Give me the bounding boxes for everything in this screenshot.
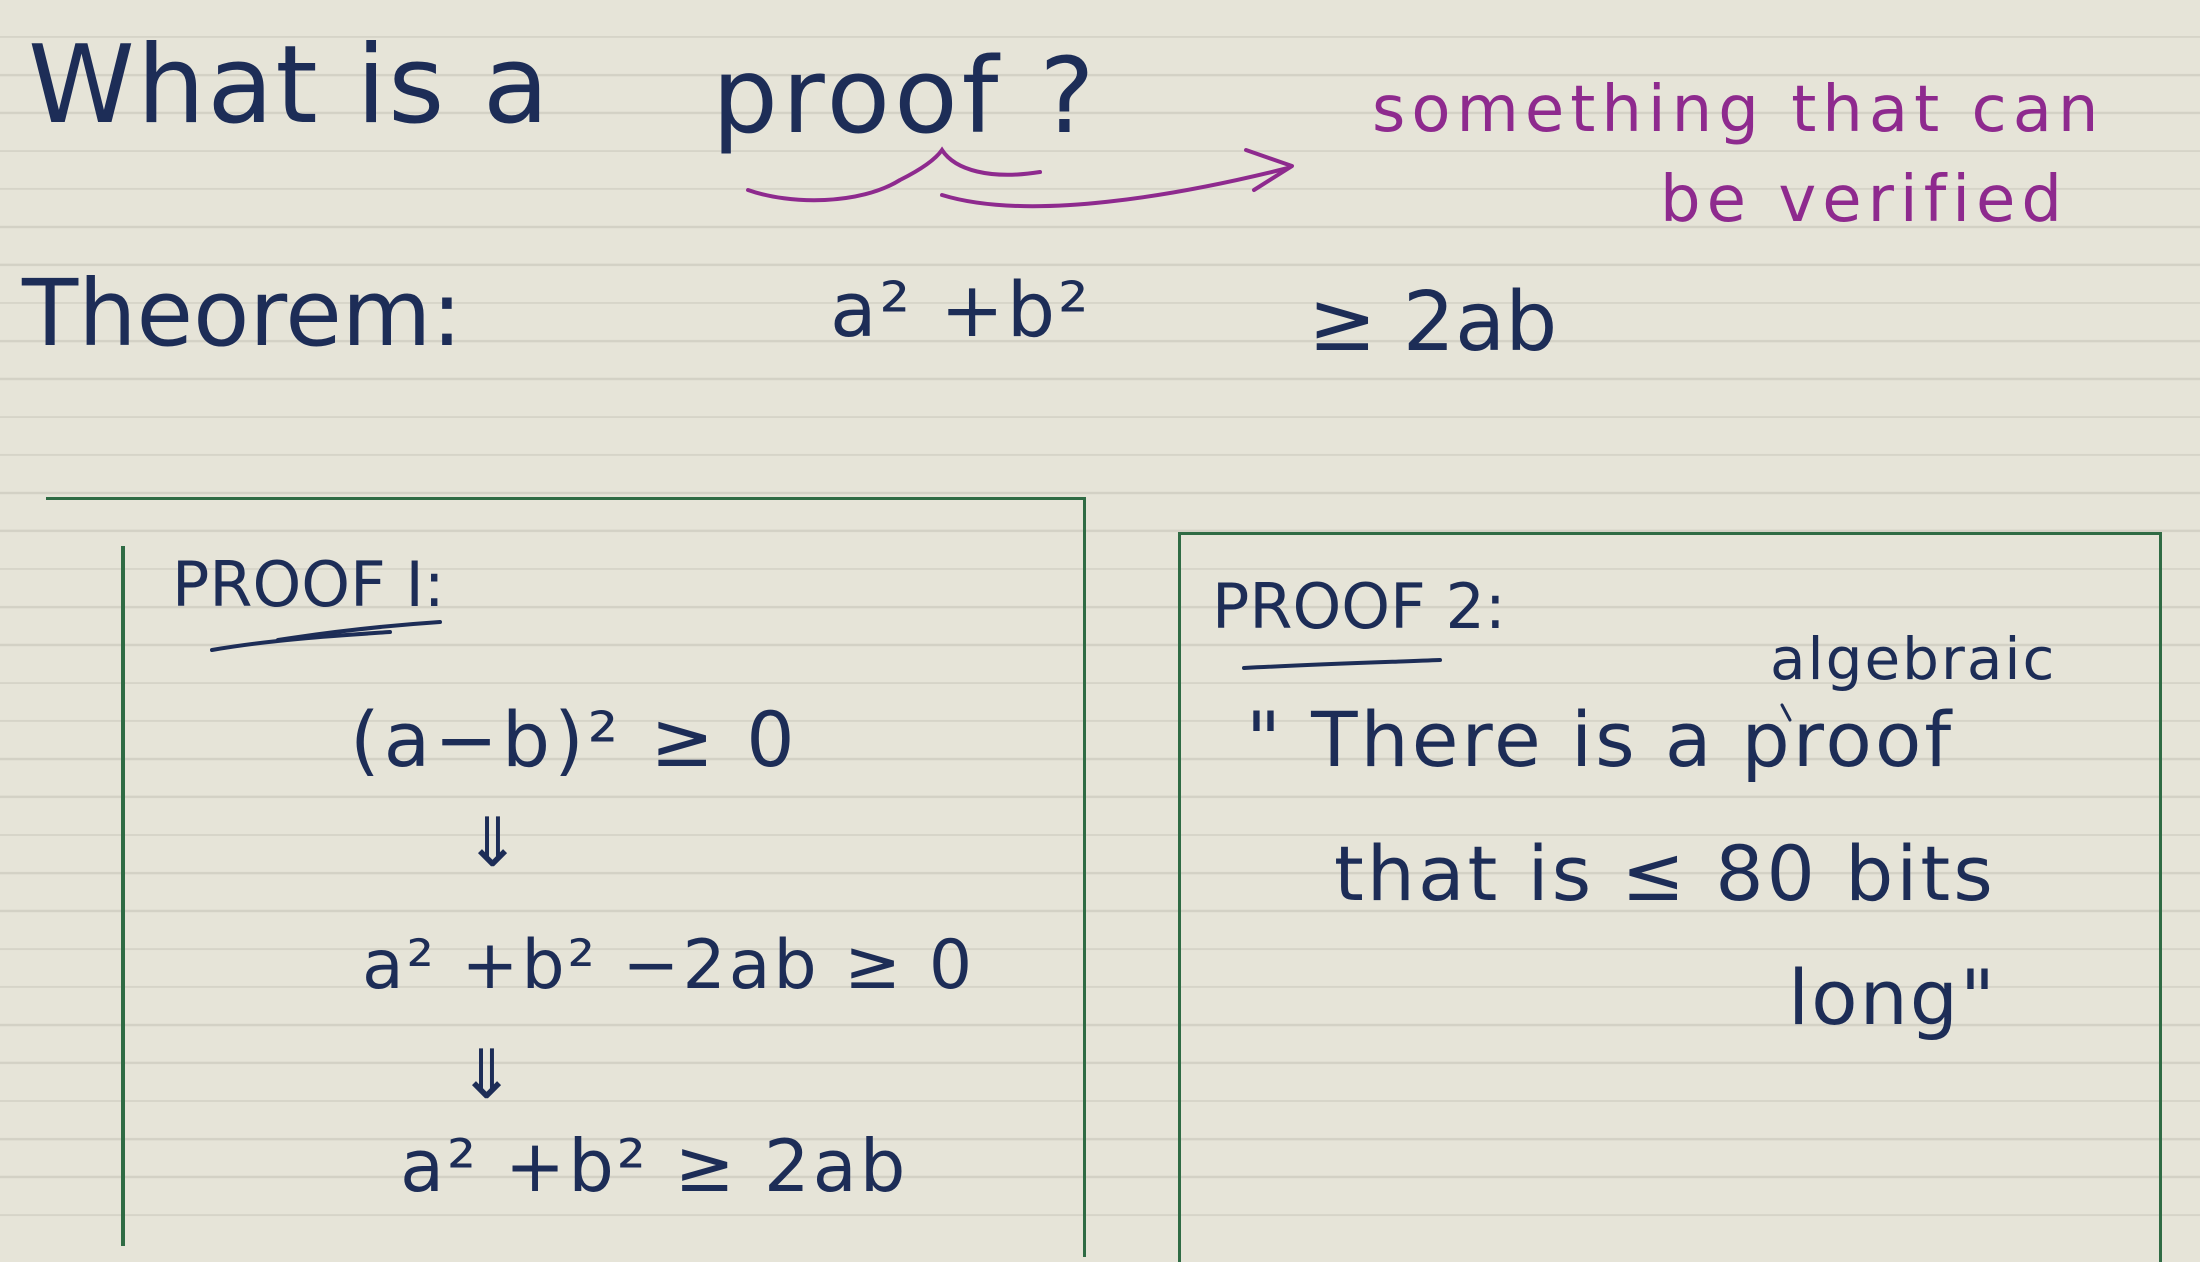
implies-arrow-icon: ⇓ [458,1036,515,1115]
proof1-label: PROOF I: [172,548,445,621]
theorem-lhs: a² +b² [830,265,1092,354]
proof1-step-3: a² +b² ≥ 2ab [400,1124,909,1208]
proof2-line-1: " There is a proof [1246,695,1955,784]
implies-arrow-icon: ⇓ [464,804,521,883]
heading-question: What is a [28,23,551,148]
proof1-step-2: a² +b² −2ab ≥ 0 [362,926,976,1005]
arrow-head-icon [1246,150,1292,190]
arrow-stroke [942,168,1288,206]
proof2-line-2: that is ≤ 80 bits [1334,829,1996,918]
proof1-step-1: (a−b)² ≥ 0 [350,695,799,784]
heading-proof-word: proof ? [712,35,1099,157]
underbrace-stroke [748,150,1040,200]
annotation-line-2: be verified [1660,163,2068,237]
theorem-rhs: ≥ 2ab [1308,275,1558,370]
proof2-line-3: long" [1788,953,1997,1042]
proof2-label: PROOF 2: [1212,570,1506,643]
annotation-line-1: something that can [1372,73,2105,147]
proof1-box-left-edge [121,546,125,1246]
theorem-label: Theorem: [22,260,463,367]
proof2-insert-word: algebraic [1770,625,2057,693]
